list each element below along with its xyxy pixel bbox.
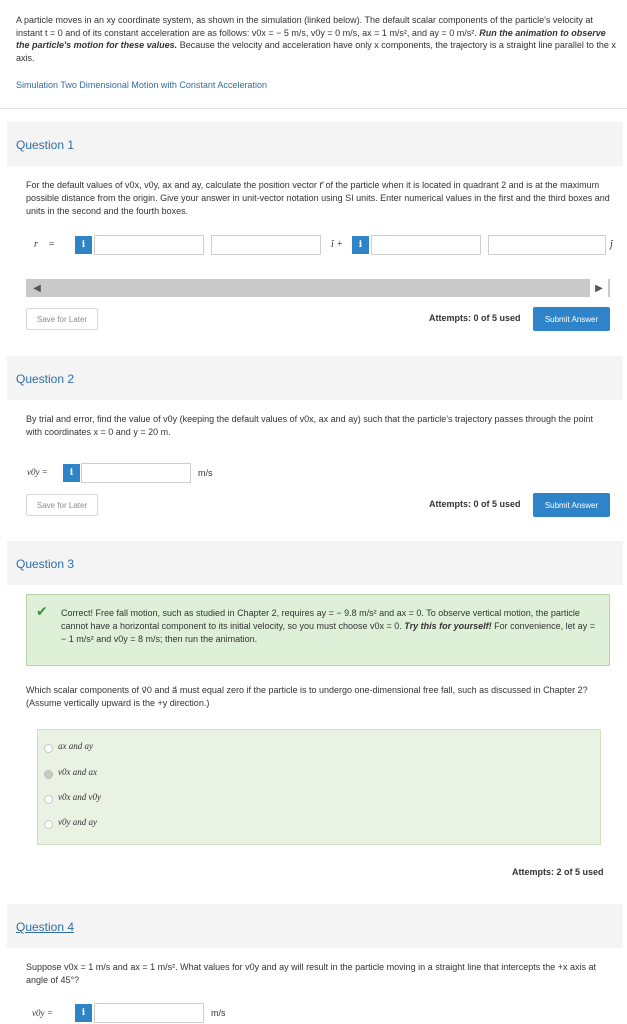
v0y-label: v0y =	[27, 467, 48, 477]
question-4-text: Suppose v0x = 1 m/s and ax = 1 m/s². What values for v0y and ay will result in the particle moving in a straight line that intercepts the +x axis at angle of 45°?	[26, 962, 597, 985]
submit-answer-button[interactable]: Submit Answer	[533, 307, 610, 331]
submit-answer-button[interactable]: Submit Answer	[533, 493, 610, 517]
intro-paragraph: A particle moves in an xy coordinate system, as shown in the simulation (linked below). The default scalar components of the particle's velocity at instant t = 0 and of its constant acceleration are as follows: v0x = − 5 m/s, v0y = 0 m/s, ax = 1 m/s², and ay = 0 m/s².	[16, 15, 593, 38]
v0y-input[interactable]	[94, 1003, 204, 1023]
checkmark-icon: ✔	[36, 603, 48, 619]
question-1-header	[7, 122, 623, 166]
question-2-title: Question 2	[16, 372, 75, 386]
scroll-left-icon[interactable]: ◀	[33, 282, 41, 294]
question-3-text: Which scalar components of v⃗0 and a⃗ must equal zero if the particle is to undergo one-dimensional free fall, such as discussed in Chapter 2? (Assume vertically upward is the +y direction.)	[26, 685, 588, 708]
unit-label: m/s	[211, 1008, 226, 1018]
intro-rest: Because the velocity and acceleration have only x components, the trajectory is a straight line parallel to the x axis.	[16, 40, 616, 63]
v0y-label: v0y =	[32, 1008, 53, 1018]
question-4-title[interactable]: Question 4	[16, 920, 75, 934]
horizontal-scrollbar[interactable]	[26, 279, 610, 297]
question-1-text: For the default values of v0x, v0y, ax and ay, calculate the position vector r⃗ of the particle when it is located in quadrant 2 and is at the maximum possible distance from the origin. Give your answer in unit-vector notation using SI units. Enter numerical values in the first and the third boxes and units in the second and the fourth boxes.	[26, 180, 610, 216]
choice-label[interactable]: v0x and v0y	[58, 792, 101, 802]
save-for-later-button[interactable]: Save for Later	[26, 308, 98, 330]
info-icon[interactable]: i	[352, 236, 369, 254]
attempts-counter: Attempts: 0 of 5 used	[429, 499, 521, 509]
attempts-counter: Attempts: 2 of 5 used	[512, 867, 604, 877]
r-x-unit-input[interactable]	[211, 235, 321, 255]
info-icon[interactable]: i	[75, 236, 92, 254]
feedback-text	[61, 607, 601, 646]
r-x-value-input[interactable]	[94, 235, 204, 255]
scroll-right-icon[interactable]: ▶	[590, 279, 608, 297]
question-3-title: Question 3	[16, 557, 75, 571]
choice-radio[interactable]	[44, 770, 53, 779]
v0y-input[interactable]	[81, 463, 191, 483]
attempts-counter: Attempts: 0 of 5 used	[429, 313, 521, 323]
r-y-unit-input[interactable]	[488, 235, 606, 255]
question-3-header	[7, 541, 623, 585]
question-2-text: By trial and error, find the value of v0y (keeping the default values of v0x, ax and ay) such that the particle's trajectory passes through the point with coordinates x = 0 and y = 20 m.	[26, 414, 594, 437]
intro-text	[16, 14, 616, 64]
unit-label: m/s	[198, 468, 213, 478]
divider	[0, 108, 627, 109]
info-icon[interactable]: i	[75, 1004, 92, 1022]
choice-label[interactable]: ax and ay	[58, 741, 93, 751]
feedback-part-1: Correct! Free fall motion, such as studied in Chapter 2, requires ay = − 9.8 m/s² and ax = 0. To observe vertical motion, the particle cannot have a horizontal component to its initial velocity, so you must choose v0x = 0.	[61, 608, 580, 631]
choice-label[interactable]: v0x and ax	[58, 767, 97, 777]
choice-radio[interactable]	[44, 744, 53, 753]
intro-emphasis: Run the animation to observe the particle's motion for these values.	[16, 27, 606, 50]
choices-panel	[37, 729, 601, 845]
choice-radio[interactable]	[44, 820, 53, 829]
feedback-part-2: For convenience, let ay = − 1 m/s² and v0y = 8 m/s; then run the animation.	[61, 621, 595, 644]
info-icon[interactable]: i	[63, 464, 80, 482]
i-hat-label: î +	[331, 239, 344, 250]
j-hat-label: ĵ	[610, 239, 613, 250]
question-1-title: Question 1	[16, 138, 75, 152]
save-for-later-button[interactable]: Save for Later	[26, 494, 98, 516]
choice-label[interactable]: v0y and ay	[58, 817, 97, 827]
feedback-emphasis: Try this for yourself!	[404, 621, 492, 631]
r-vector-label: r⃗ =	[34, 239, 55, 250]
question-4-header	[7, 904, 623, 948]
r-y-value-input[interactable]	[371, 235, 481, 255]
question-2-header	[7, 356, 623, 400]
choice-radio[interactable]	[44, 795, 53, 804]
simulation-link[interactable]: Simulation Two Dimensional Motion with Constant Acceleration	[16, 80, 267, 90]
